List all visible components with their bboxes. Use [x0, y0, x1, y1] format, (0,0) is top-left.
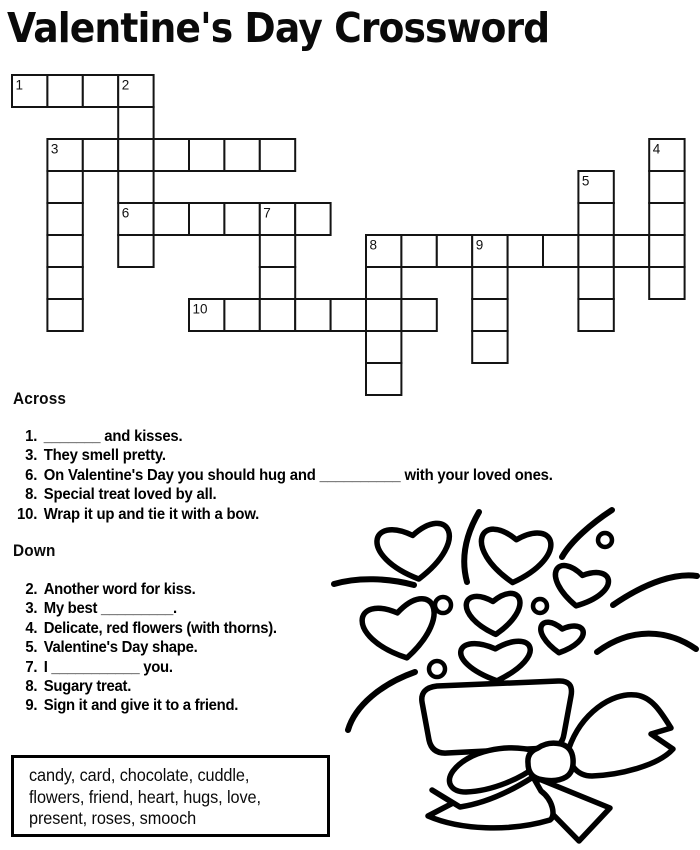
grid-cell[interactable]	[331, 299, 366, 331]
grid-cell[interactable]	[366, 267, 401, 299]
grid-number: 8	[369, 237, 378, 253]
clue-down-8	[0, 677, 277, 696]
clue-number: 6.	[25, 466, 38, 484]
grid-number: 5	[581, 173, 590, 189]
bow-knot	[528, 743, 573, 781]
heart-icon	[466, 593, 523, 637]
sparkle-dot	[435, 597, 451, 613]
heart-icon	[460, 641, 531, 683]
heart-icon	[360, 596, 443, 665]
clue-number: 7.	[25, 658, 38, 676]
grid-cell[interactable]	[154, 139, 189, 171]
down-heading: Down	[13, 542, 56, 560]
clue-text: On Valentine's Day you should hug and __________ with your loved ones.	[43, 466, 553, 484]
clue-number: 3.	[25, 600, 38, 618]
clue-down-2	[0, 580, 277, 599]
grid-cell[interactable]	[366, 299, 401, 331]
heart-icon	[375, 522, 454, 584]
clue-number: 2.	[25, 581, 38, 598]
grid-number: 3	[50, 141, 59, 157]
grid-cell[interactable]	[260, 267, 295, 299]
grid-cell[interactable]	[47, 75, 82, 107]
word-bank-line: present, roses, smooch	[29, 808, 197, 828]
sparkle-dot	[429, 661, 445, 677]
grid-cell[interactable]	[472, 331, 507, 363]
swoosh-line	[334, 579, 414, 585]
clue-text: _______ and kisses.	[43, 428, 183, 445]
clue-number: 8.	[25, 486, 38, 504]
grid-cell[interactable]	[649, 235, 684, 267]
grid-cell[interactable]	[118, 139, 153, 171]
grid-cell[interactable]	[295, 203, 330, 235]
grid-cell[interactable]	[224, 203, 259, 235]
word-bank-line: flowers, friend, heart, hugs, love,	[29, 786, 261, 807]
grid-cell[interactable]	[649, 203, 684, 235]
grid-cell[interactable]	[260, 299, 295, 331]
clue-number: 9.	[25, 697, 38, 715]
grid-cell[interactable]	[189, 203, 224, 235]
grid-cell[interactable]	[260, 139, 295, 171]
grid-cell[interactable]	[47, 235, 82, 267]
swoosh-line	[613, 575, 697, 605]
sparkle-dot	[598, 533, 612, 547]
clue-text: Delicate, red flowers (with thorns).	[43, 619, 277, 637]
grid-cell[interactable]	[578, 203, 613, 235]
clue-number: 1.	[25, 428, 38, 445]
grid-cell[interactable]	[401, 235, 436, 267]
grid-cell[interactable]	[224, 139, 259, 171]
grid-cell[interactable]	[614, 235, 649, 267]
down-clue-list	[0, 580, 277, 716]
clue-number: 4.	[25, 619, 38, 637]
grid-cell[interactable]	[649, 267, 684, 299]
bouquet-illustration	[330, 495, 700, 850]
clue-number: 3.	[25, 447, 38, 465]
grid-number: 9	[475, 237, 484, 253]
grid-cell[interactable]	[295, 299, 330, 331]
clue-text: I ___________ you.	[43, 658, 173, 676]
clue-across-6	[0, 466, 553, 485]
sparkle-dot	[533, 599, 547, 613]
clue-down-3	[0, 599, 277, 618]
grid-cell[interactable]	[224, 299, 259, 331]
grid-cell[interactable]	[47, 203, 82, 235]
grid-cell[interactable]	[189, 139, 224, 171]
grid-cell[interactable]	[118, 171, 153, 203]
swoosh-line	[348, 672, 415, 730]
grid-cell[interactable]	[366, 363, 401, 395]
grid-number: 6	[121, 205, 130, 221]
clue-text: My best _________.	[43, 600, 177, 618]
word-bank-line: candy, card, chocolate, cuddle,	[29, 765, 250, 785]
grid-number: 7	[263, 205, 271, 221]
clue-down-9	[0, 696, 277, 715]
clue-across-1	[0, 427, 553, 446]
clue-text: Sign it and give it to a friend.	[43, 697, 239, 715]
grid-number: 4	[652, 141, 661, 157]
clue-text: Wrap it up and tie it with a bow.	[43, 505, 260, 523]
clue-text: Special treat loved by all.	[43, 486, 217, 504]
grid-number: 1	[15, 77, 24, 93]
grid-cell[interactable]	[154, 203, 189, 235]
word-bank-words	[29, 765, 261, 830]
clue-text: They smell pretty.	[43, 447, 166, 465]
crossword-grid	[0, 0, 700, 412]
clue-down-4	[0, 619, 277, 638]
heart-icon	[478, 528, 552, 585]
word-bank-box	[11, 755, 330, 837]
clue-text: Valentine's Day shape.	[43, 639, 198, 657]
heart-icon	[538, 621, 584, 655]
grid-cell[interactable]	[578, 235, 613, 267]
bow-right-loop	[569, 695, 673, 776]
grid-cell[interactable]	[47, 171, 82, 203]
grid-cell[interactable]	[83, 139, 118, 171]
across-heading: Across	[13, 390, 67, 408]
grid-number: 2	[121, 77, 130, 93]
grid-cell[interactable]	[118, 107, 153, 139]
grid-cell[interactable]	[47, 299, 82, 331]
clue-across-3	[0, 446, 553, 465]
grid-cell[interactable]	[578, 267, 613, 299]
grid-cell[interactable]	[118, 235, 153, 267]
grid-cell[interactable]	[649, 171, 684, 203]
grid-cell[interactable]	[472, 299, 507, 331]
grid-cell[interactable]	[543, 235, 578, 267]
grid-cell[interactable]	[472, 267, 507, 299]
clue-number: 10.	[17, 505, 38, 523]
grid-cell[interactable]	[508, 235, 543, 267]
clue-text: Another word for kiss.	[43, 581, 196, 598]
swoosh-line	[464, 512, 479, 582]
swoosh-line	[597, 634, 696, 652]
grid-cell[interactable]	[260, 235, 295, 267]
clue-number: 8.	[25, 677, 38, 695]
grid-number: 10	[192, 301, 208, 317]
page-title: Valentine's Day Crossword	[7, 4, 550, 52]
heart-icon	[550, 564, 610, 612]
grid-cell[interactable]	[83, 75, 118, 107]
clue-number: 5.	[25, 639, 38, 657]
grid-cell[interactable]	[437, 235, 472, 267]
grid-cell[interactable]	[366, 331, 401, 363]
clue-down-7	[0, 658, 277, 677]
grid-cell[interactable]	[401, 299, 436, 331]
grid-cell[interactable]	[47, 267, 82, 299]
grid-cell[interactable]	[578, 299, 613, 331]
clue-down-5	[0, 638, 277, 657]
clue-text: Sugary treat.	[43, 677, 132, 695]
